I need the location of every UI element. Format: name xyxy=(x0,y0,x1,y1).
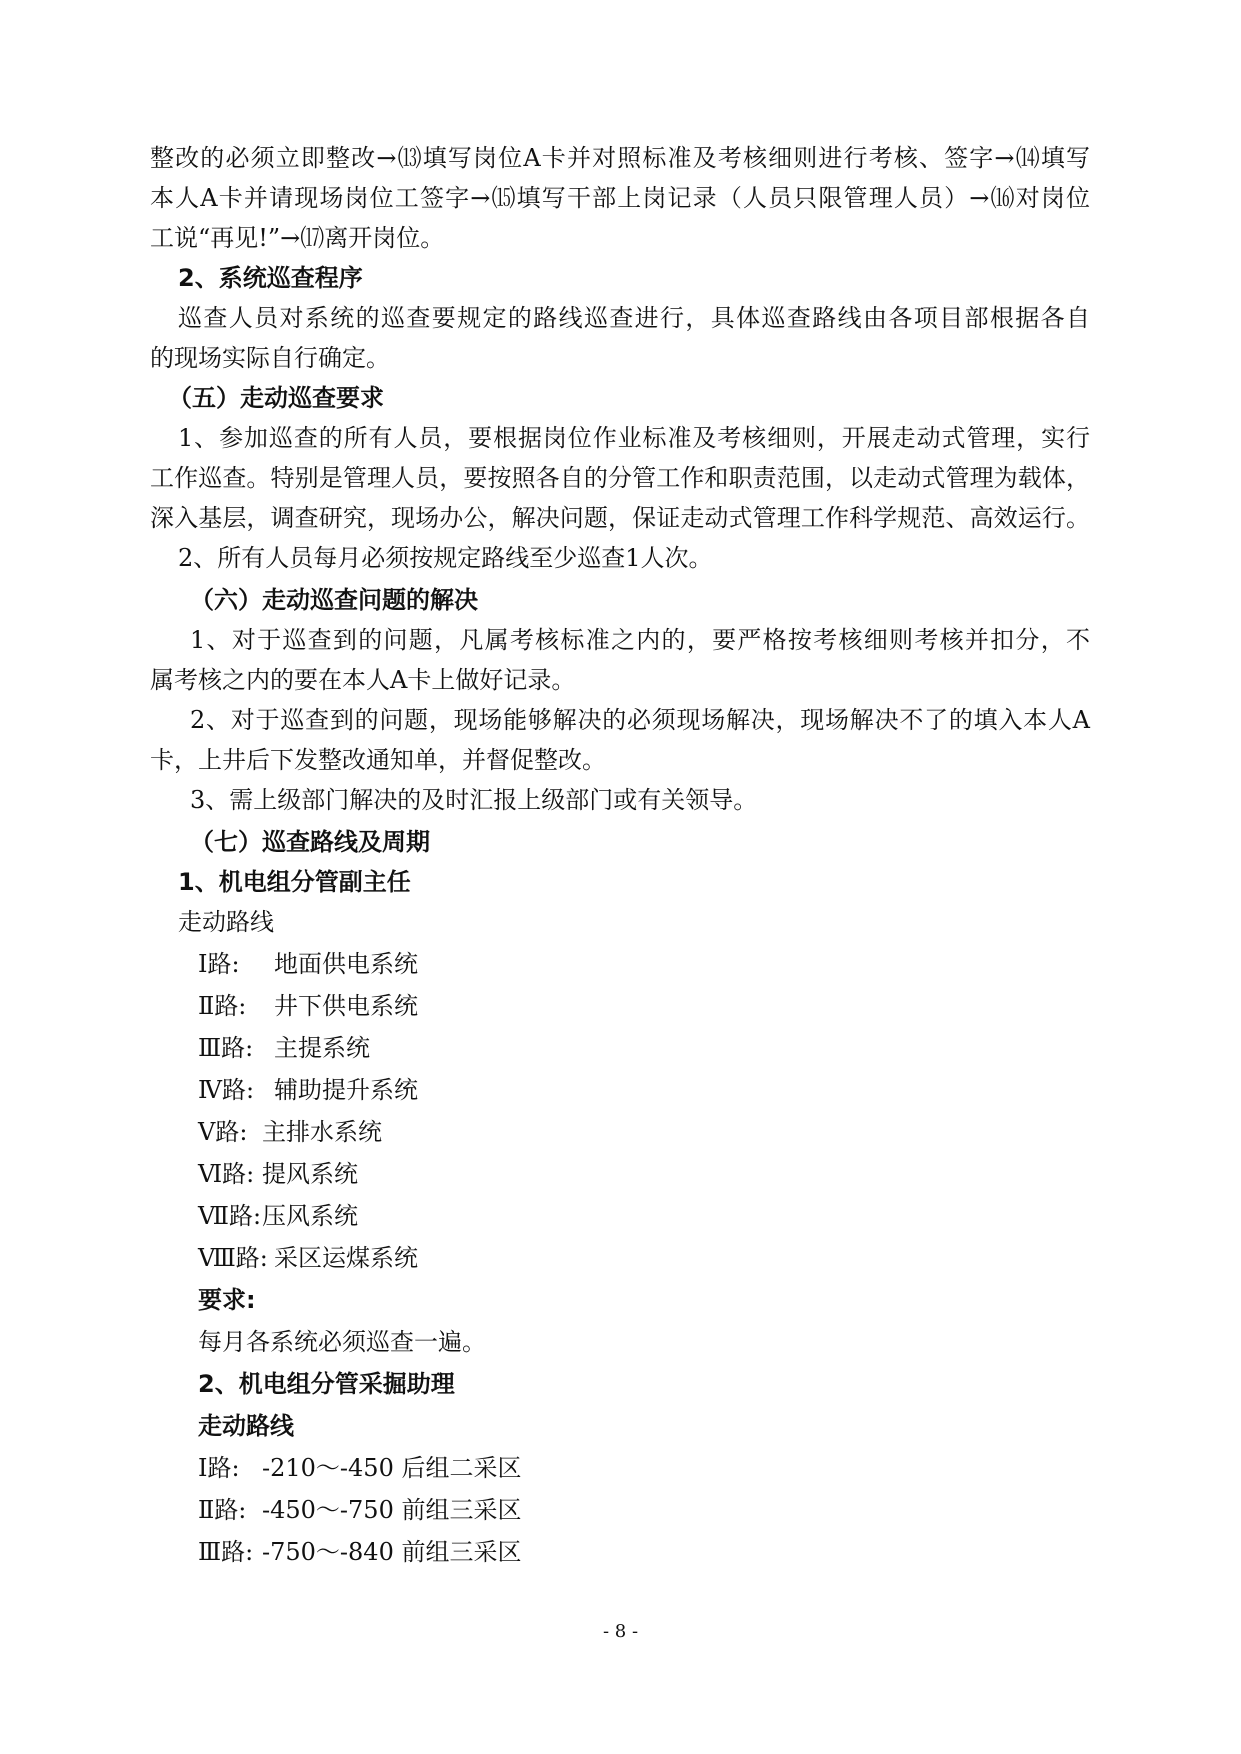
section-heading: （七）巡查路线及周期 xyxy=(190,828,430,856)
route-number: Ⅰ路: xyxy=(198,950,240,978)
section-heading: 2、系统巡查程序 xyxy=(178,264,363,292)
section-heading: （六）走动巡查问题的解决 xyxy=(190,586,478,614)
paragraph-line: 工说“再见!”→⒄离开岗位。 xyxy=(150,224,445,252)
route-item xyxy=(198,948,418,980)
paragraph-line: 本人A卡并请现场岗位工签字→⒂填写干部上岗记录（人员只限管理人员）→⒃对岗位 xyxy=(150,184,1090,212)
route-text: 提风系统 xyxy=(262,1160,358,1188)
route-text: -210～-450 后组二采区 xyxy=(262,1454,522,1482)
paragraph-line: 2、所有人员每月必须按规定路线至少巡查1人次。 xyxy=(178,544,713,572)
route-number: Ⅴ路: xyxy=(198,1118,248,1146)
route-item xyxy=(198,1242,418,1274)
route-item xyxy=(198,1074,418,1106)
route-item xyxy=(198,990,418,1022)
route-item xyxy=(198,1158,358,1190)
route-number: Ⅰ路: xyxy=(198,1454,240,1482)
route-number: Ⅷ路: xyxy=(198,1244,268,1272)
route-text: 采区运煤系统 xyxy=(274,1244,418,1272)
route-number: Ⅳ路: xyxy=(198,1076,255,1104)
paragraph-line: 巡查人员对系统的巡查要规定的路线巡查进行，具体巡查路线由各项目部根据各自 xyxy=(178,304,1090,332)
paragraph-line: 卡，上井后下发整改通知单，并督促整改。 xyxy=(150,746,606,774)
route-text: 辅助提升系统 xyxy=(274,1076,418,1104)
route-item xyxy=(198,1116,382,1148)
paragraph-line: 2、对于巡查到的问题，现场能够解决的必须现场解决，现场解决不了的填入本人A xyxy=(190,706,1090,734)
requirement-label: 要求: xyxy=(198,1286,256,1314)
paragraph-line: 工作巡查。特别是管理人员，要按照各自的分管工作和职责范围，以走动式管理为载体， xyxy=(150,464,1090,492)
subsection-heading: 1、机电组分管副主任 xyxy=(178,868,411,896)
route-text: 主提系统 xyxy=(274,1034,370,1062)
route-item xyxy=(198,1200,358,1232)
subsection-heading: 2、机电组分管采掘助理 xyxy=(198,1370,455,1398)
section-heading: （五）走动巡查要求 xyxy=(168,384,384,412)
route-number: Ⅵ路: xyxy=(198,1160,255,1188)
route-text: 井下供电系统 xyxy=(274,992,418,1020)
paragraph-line: 整改的必须立即整改→⒀填写岗位A卡并对照标准及考核细则进行考核、签字→⒁填写 xyxy=(150,144,1090,172)
route-text: 主排水系统 xyxy=(262,1118,382,1146)
paragraph-line: 1、对于巡查到的问题，凡属考核标准之内的，要严格按考核细则考核并扣分，不 xyxy=(190,626,1090,654)
route-item xyxy=(198,1032,370,1064)
route-text: 地面供电系统 xyxy=(274,950,418,978)
route-item xyxy=(198,1494,521,1526)
paragraph-line: 的现场实际自行确定。 xyxy=(150,344,390,372)
paragraph-line: 1、参加巡查的所有人员，要根据岗位作业标准及考核细则，开展走动式管理，实行 xyxy=(178,424,1090,452)
paragraph-line: 属考核之内的要在本人A卡上做好记录。 xyxy=(150,666,576,694)
route-text: -750～-840 前组三采区 xyxy=(262,1538,522,1566)
routes-label: 走动路线 xyxy=(178,908,274,936)
route-text: -450～-750 前组三采区 xyxy=(262,1496,522,1524)
routes-label: 走动路线 xyxy=(198,1412,294,1440)
route-item xyxy=(198,1452,521,1484)
page-number: - 8 - xyxy=(602,1621,639,1642)
paragraph-line: 3、需上级部门解决的及时汇报上级部门或有关领导。 xyxy=(190,786,758,814)
route-number: Ⅱ路: xyxy=(198,992,247,1020)
paragraph-line: 深入基层，调查研究，现场办公，解决问题，保证走动式管理工作科学规范、高效运行。 xyxy=(150,504,1090,532)
route-number: Ⅲ路: xyxy=(198,1538,254,1566)
route-number: Ⅱ路: xyxy=(198,1496,247,1524)
route-number: Ⅲ路: xyxy=(198,1034,254,1062)
route-text: 压风系统 xyxy=(262,1202,358,1230)
route-item xyxy=(198,1536,521,1568)
route-number: Ⅶ路: xyxy=(198,1202,262,1230)
requirement-text: 每月各系统必须巡查一遍。 xyxy=(198,1328,486,1356)
